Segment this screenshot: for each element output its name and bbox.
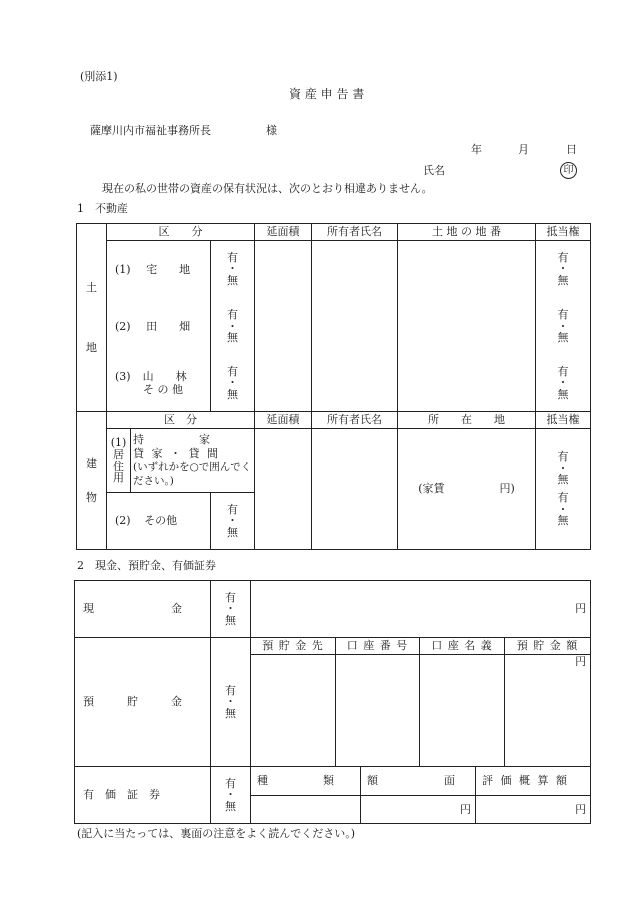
land-char-1: 土 (86, 280, 97, 294)
securities-valuation-cell: 円 (476, 796, 591, 824)
land-kubun-header: 区 分 (107, 224, 255, 241)
land-row-3-yesno: 有 ・ 無 (211, 356, 255, 412)
date-year: 年 (471, 143, 482, 156)
building-location-header: 所 在 地 (398, 412, 536, 429)
securities-yesno: 有 ・ 無 (211, 767, 251, 824)
land-row-1-label: (1) 宅 地 (107, 241, 211, 298)
cash-amount-cell: 円 (251, 581, 591, 638)
building-other-yesno: 有 ・ 無 (211, 493, 255, 550)
land-row-2-yesno: 有 ・ 無 (211, 298, 255, 356)
deposit-amount-cell: 円 (505, 655, 591, 767)
assets-table (74, 580, 591, 824)
declaration-text: 現在の私の世帯の資産の保有状況は、次のとおり相違ありません。 (102, 182, 433, 195)
land-row-3-label: (3) 山 林 そ の 他 (107, 356, 211, 412)
securities-valuation-header: 評 価 概 算 額 (476, 767, 591, 796)
section2-heading: 2 現金、預貯金、有価証券 (77, 559, 216, 572)
document-title: 資 産 申 告 書 (289, 87, 365, 101)
building-area-header: 延面積 (255, 412, 312, 429)
land-lot-cell (398, 241, 536, 412)
deposit-bank-header: 預 貯 金 先 (251, 638, 336, 655)
date-month: 月 (518, 143, 529, 156)
deposit-yesno: 有 ・ 無 (211, 638, 251, 767)
name-label: 氏名 (423, 164, 445, 177)
building-table (76, 411, 591, 550)
land-row-1-mortgage: 有 ・ 無 (536, 241, 591, 298)
circle-instruction: (いずれかを○で囲んでください。) (133, 461, 252, 487)
deposit-label: 預 貯 金 (75, 638, 211, 767)
land-char-2: 地 (86, 340, 97, 354)
rental-option: 貸 家 ・ 貸 間 (133, 446, 220, 460)
addressee: 薩摩川内市福祉事務所長 (90, 124, 211, 137)
building-other-label: (2) その他 (107, 493, 211, 550)
building-area-cell (255, 429, 312, 550)
seal-mark: 印 (560, 162, 577, 179)
land-area-header: 延面積 (255, 224, 312, 241)
deposit-account-name-cell (420, 655, 505, 767)
rent-amount-cell: (家賃 円) (398, 429, 536, 550)
footer-note: (記入に当たっては、裏面の注意をよく読んでください。) (77, 827, 356, 840)
attachment-label: (別添1) (80, 70, 118, 83)
section1-heading: 1 不動産 (77, 202, 128, 215)
deposit-bank-cell (251, 655, 336, 767)
land-lot-header: 土 地 の 地 番 (398, 224, 536, 241)
deposit-account-name-header: 口 座 名 義 (420, 638, 505, 655)
deposit-account-number-header: 口 座 番 号 (336, 638, 420, 655)
land-group-cell (77, 224, 107, 412)
land-owner-header: 所有者氏名 (312, 224, 398, 241)
securities-label: 有 価 証 券 (75, 767, 211, 824)
building-owner-header: 所有者氏名 (312, 412, 398, 429)
building-owner-cell (312, 429, 398, 550)
land-area-cell (255, 241, 312, 412)
building-group-cell: 建 物 (77, 412, 107, 550)
residence-num-cell: (1) 居 住 用 (107, 429, 131, 493)
building-kubun-header: 区 分 (107, 412, 255, 429)
securities-type-header: 種 類 (251, 767, 361, 796)
cash-yesno: 有 ・ 無 (211, 581, 251, 638)
date-day: 日 (566, 143, 577, 156)
land-row-2-mortgage: 有 ・ 無 (536, 298, 591, 356)
building-mortgage-header: 抵当権 (536, 412, 591, 429)
securities-type-cell (251, 796, 361, 824)
residence-options-cell (131, 429, 255, 493)
land-mortgage-header: 抵当権 (536, 224, 591, 241)
land-table (76, 223, 591, 412)
land-row-1-yesno: 有 ・ 無 (211, 241, 255, 298)
deposit-account-number-cell (336, 655, 420, 767)
securities-face-cell: 円 (361, 796, 476, 824)
securities-face-header: 額 面 (361, 767, 476, 796)
land-row-3-mortgage: 有 ・ 無 (536, 356, 591, 412)
land-row-2-label: (2) 田 畑 (107, 298, 211, 356)
own-house-option: 持 家 (133, 432, 210, 446)
land-owner-cell (312, 241, 398, 412)
building-mortgage-cell: 有 ・ 無 有 ・ 無 (536, 429, 591, 550)
cash-label: 現 金 (75, 581, 211, 638)
addressee-honorific: 様 (266, 124, 277, 137)
deposit-amount-header: 預 貯 金 額 (505, 638, 591, 655)
